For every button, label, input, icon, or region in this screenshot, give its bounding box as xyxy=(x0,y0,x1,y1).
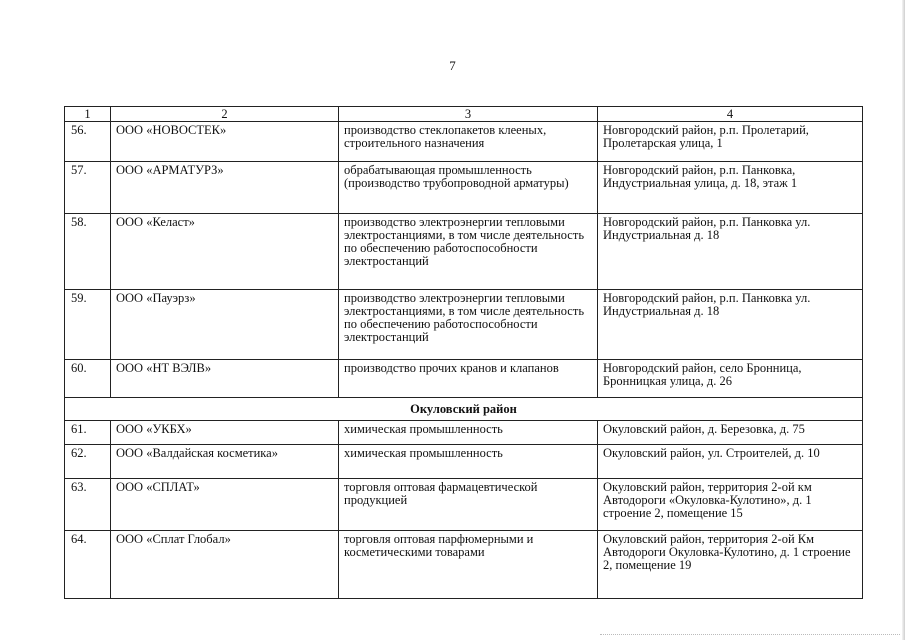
header-cell: 2 xyxy=(111,107,339,122)
organization-name: ООО «АРМАТУРЗ» xyxy=(111,162,339,214)
row-number: 62. xyxy=(65,445,111,479)
section-row xyxy=(65,398,863,421)
header-cell: 4 xyxy=(598,107,863,122)
header-cell: 1 xyxy=(65,107,111,122)
row-number: 63. xyxy=(65,479,111,531)
table-row xyxy=(65,360,863,398)
header-cell: 3 xyxy=(339,107,598,122)
address: Новгородский район, р.п. Панковка ул. Индустриальная д. 18 xyxy=(598,214,863,290)
row-number: 61. xyxy=(65,421,111,445)
table-row xyxy=(65,122,863,162)
address: Новгородский район, р.п. Панковка ул. Индустриальная д. 18 xyxy=(598,290,863,360)
table-row xyxy=(65,214,863,290)
organization-name: ООО «Пауэрз» xyxy=(111,290,339,360)
organization-name: ООО «СПЛАТ» xyxy=(111,479,339,531)
organization-name: ООО «НТ ВЭЛВ» xyxy=(111,360,339,398)
scan-bottom-artifact xyxy=(600,634,900,636)
address: Новгородский район, р.п. Панковка, Индустриальная улица, д. 18, этаж 1 xyxy=(598,162,863,214)
activity: торговля оптовая парфюмерными и косметическими товарами xyxy=(339,531,598,599)
table-header-row xyxy=(65,107,863,122)
activity: химическая промышленность xyxy=(339,421,598,445)
row-number: 64. xyxy=(65,531,111,599)
organization-name: ООО «Валдайская косметика» xyxy=(111,445,339,479)
organization-name: ООО «НОВОСТЕК» xyxy=(111,122,339,162)
table-row xyxy=(65,162,863,214)
row-number: 56. xyxy=(65,122,111,162)
table-row xyxy=(65,479,863,531)
activity: химическая промышленность xyxy=(339,445,598,479)
activity: производство электроэнергии тепловыми электростанциями, в том числе деятельность по обеспечению работоспособности электростанций xyxy=(339,290,598,360)
row-number: 60. xyxy=(65,360,111,398)
row-number: 57. xyxy=(65,162,111,214)
address: Новгородский район, село Бронница, Бронницкая улица, д. 26 xyxy=(598,360,863,398)
address: Окуловский район, д. Березовка, д. 75 xyxy=(598,421,863,445)
table-row xyxy=(65,445,863,479)
organization-name: ООО «Келаст» xyxy=(111,214,339,290)
organization-name: ООО «УКБХ» xyxy=(111,421,339,445)
activity: производство прочих кранов и клапанов xyxy=(339,360,598,398)
table-row xyxy=(65,531,863,599)
activity: производство электроэнергии тепловыми электростанциями, в том числе деятельность по обеспечению работоспособности электростанций xyxy=(339,214,598,290)
address: Окуловский район, ул. Строителей, д. 10 xyxy=(598,445,863,479)
activity: обрабатывающая промышленность (производство трубопроводной арматуры) xyxy=(339,162,598,214)
table-row xyxy=(65,290,863,360)
activity: производство стеклопакетов клееных, строительного назначения xyxy=(339,122,598,162)
table-row xyxy=(65,421,863,445)
organization-name: ООО «Сплат Глобал» xyxy=(111,531,339,599)
activity: торговля оптовая фармацевтической продукцией xyxy=(339,479,598,531)
row-number: 59. xyxy=(65,290,111,360)
address: Окуловский район, территория 2-ой Км Автодороги Окуловка-Кулотино, д. 1 строение 2, помещение 19 xyxy=(598,531,863,599)
section-title: Окуловский район xyxy=(65,398,863,421)
address: Окуловский район, территория 2-ой км Автодороги «Окуловка-Кулотино», д. 1 строение 2, помещение 15 xyxy=(598,479,863,531)
organizations-table xyxy=(64,106,863,599)
row-number: 58. xyxy=(65,214,111,290)
page-number: 7 xyxy=(449,58,456,73)
address: Новгородский район, р.п. Пролетарий, Пролетарская улица, 1 xyxy=(598,122,863,162)
